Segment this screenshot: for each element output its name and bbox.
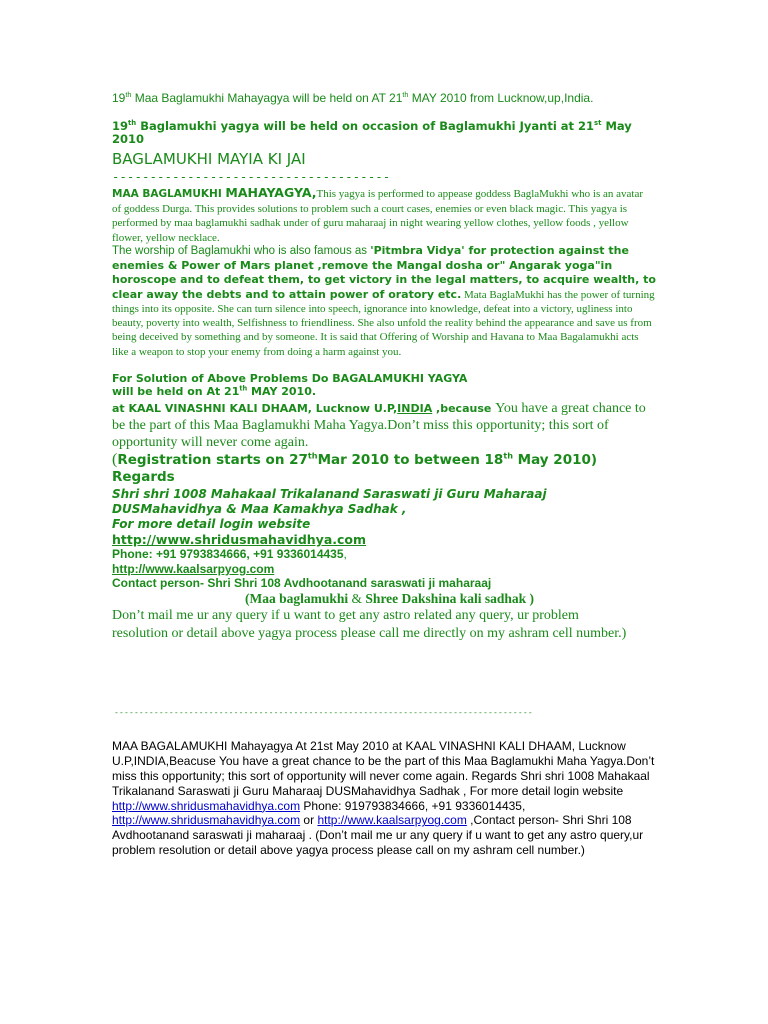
registration-sup-2: th bbox=[503, 450, 513, 461]
jyanti-sup-2: st bbox=[594, 119, 602, 128]
jyanti-sup-1: th bbox=[128, 119, 137, 128]
solution-line bbox=[112, 372, 672, 399]
mahayagya-text: This yagya is performed to appease goddess BaglaMukhi who is an avatar of goddess Durga. This provides solutions to problem such a court cases, enemies or even black magic. This yagya is performed by maa baglamukhi sadhak under of guru maharaaj in night wearing yellow clothes, yellow foods , yellow flower, yellow necklace. bbox=[112, 188, 644, 244]
summary-link-3[interactable]: http://www.kaalsarpyog.com bbox=[317, 813, 467, 828]
registration-paren: ( bbox=[112, 451, 118, 468]
registration-sup-1: th bbox=[307, 450, 318, 461]
intro-text-3: MAY 2010 from Lucknow,up,India. bbox=[408, 91, 594, 105]
website-link-2[interactable]: http://www.kaalsarpyog.com bbox=[112, 562, 275, 576]
solution-sup: th bbox=[239, 384, 248, 393]
signature-name: Shri shri 1008 Mahakaal Trikalanand Saraswati ji Guru Maharaaj bbox=[112, 487, 547, 501]
phone-numbers: Phone: +91 9793834666, +91 9336014435 bbox=[112, 547, 344, 561]
summary-text-4: ,Contact person- Shri Shri 108 Avdhootanand saraswati ji maharaaj . (Don’t mail me ur any query if u want to get any astro query,ur problem resolution or detail above yagya process please call on my ashram cell number.) bbox=[112, 813, 644, 858]
paragraph-worship bbox=[112, 244, 656, 359]
intro-text-2: Maa Baglamukhi Mahayagya will be held on AT 21 bbox=[131, 91, 403, 105]
phone-line bbox=[112, 547, 347, 561]
venue-bold-2: ,because bbox=[432, 402, 496, 415]
sadhak-text-2: Shree Dakshina kali sadhak ) bbox=[362, 591, 534, 606]
jyanti-text-1: 19 bbox=[112, 119, 129, 133]
summary-paragraph bbox=[112, 739, 657, 858]
jyanti-text-3: May 2010 bbox=[112, 119, 632, 147]
summary-link-1[interactable]: http://www.shridusmahavidhya.com bbox=[112, 798, 301, 813]
jyanti-text-2: Baglamukhi yagya will be held on occasion of Baglamukhi Jyanti at 21 bbox=[136, 119, 595, 133]
contact-person: Contact person- Shri Shri 108 Avdhootanand saraswati ji maharaaj bbox=[112, 576, 492, 590]
regards-label: Regards bbox=[112, 469, 175, 485]
main-heading: BAGLAMUKHI MAYIA KI JAI bbox=[112, 150, 306, 168]
mahayagya-lead-big: MAHAYAGYA, bbox=[225, 185, 317, 200]
intro-text-1: 19 bbox=[112, 91, 126, 105]
venue-bold: at KAAL VINASHNI KALI DHAAM, Lucknow U.P, bbox=[112, 402, 398, 415]
dont-mail-note: Don’t mail me ur any query if u want to get any astro related any query, ur problem resolution or detail above yagya process please call me directly on my ashram cell number.) bbox=[112, 608, 627, 642]
registration-text-1: Registration starts on 27 bbox=[117, 452, 308, 468]
solution-text-1: For Solution of Above Problems Do BAGALAMUKHI YAGYA bbox=[112, 372, 468, 385]
registration-line bbox=[112, 450, 712, 469]
sadhak-text-1: (Maa baglamukhi bbox=[245, 591, 352, 606]
mahayagya-lead-small: MAA BAGLAMUKHI bbox=[112, 188, 226, 200]
venue-text: You have a great chance to be the part of this Maa Baglamukhi Maha Yagya.Don’t miss this opportunity; this sort of opportunity will never come again. bbox=[112, 401, 646, 451]
summary-link-2[interactable]: http://www.shridusmahavidhya.com bbox=[112, 813, 301, 828]
worship-text: Mata BaglaMukhi has the power of turning things into its opposite. She can turn silence into speech, ignorance into knowledge, defeat into a victory, ugliness into beauty, poverty into wealth, Selfishness to friendliness. She also unfold the reality behind the appearance and save us from being deceived by something and by someone. It is said that Offering of Worship and Havana to Maa Bagalamukhi acts like a weapon to stop your enemy from doing a harm against you. bbox=[112, 288, 655, 358]
intro-sup-2: th bbox=[402, 90, 409, 99]
intro-sup-1: th bbox=[125, 90, 132, 99]
jyanti-line bbox=[112, 120, 652, 146]
phone-comma: , bbox=[343, 547, 347, 561]
intro-line bbox=[112, 91, 732, 105]
worship-start: The worship of Baglamukhi who is also famous as bbox=[112, 245, 371, 257]
summary-text-2: Phone: 919793834666, +91 9336014435, bbox=[300, 798, 526, 813]
contact-sadhak bbox=[245, 591, 534, 607]
registration-text-2: Mar 2010 to between 18 bbox=[317, 452, 504, 468]
website-link-1[interactable]: http://www.shridusmahavidhya.com bbox=[112, 532, 367, 547]
signature-title: DUSMahavidhya & Maa Kamakhya Sadhak , bbox=[112, 502, 407, 516]
solution-text-2: will be held on At 21 bbox=[112, 385, 240, 399]
heading-divider: ------------------------------------- bbox=[112, 170, 391, 184]
paragraph-mahayagya bbox=[112, 185, 652, 245]
venue-india: INDIA bbox=[397, 402, 433, 415]
solution-text-3: MAY 2010. bbox=[247, 385, 317, 399]
summary-text-3: or bbox=[300, 813, 318, 828]
summary-text-1: MAA BAGALAMUKHI Mahayagya At 21st May 2010 at KAAL VINASHNI KALI DHAAM, Lucknow U.P,INDIA,Beacuse You have a great chance to be the part of this Maa Baglamukhi Maha Yagya.Don’t miss this opportunity; this sort of opportunity will never come again. Regards Shri shri 1008 Mahakaal Trikalanand Saraswati ji Guru Maharaaj DUSMahavidhya Sadhak , For more detail login website bbox=[112, 739, 655, 798]
worship-bold: 'Pitmbra Vidya' for protection against the enemies & Power of Mars planet ,remove the Mangal dosha or" Angarak yoga"in horoscope and to defeat them, to get victory in the legal matters, to acquire wealth, to clear away the debts and to attain power of oratory etc. bbox=[112, 244, 656, 301]
venue-paragraph bbox=[112, 400, 652, 451]
registration-text-3: May 2010) bbox=[512, 452, 598, 468]
section-divider: ------------------------------------------------------------------------------------ bbox=[114, 708, 533, 717]
sadhak-ampersand: & bbox=[351, 591, 363, 606]
detail-website-label: For more detail login website bbox=[112, 517, 311, 531]
